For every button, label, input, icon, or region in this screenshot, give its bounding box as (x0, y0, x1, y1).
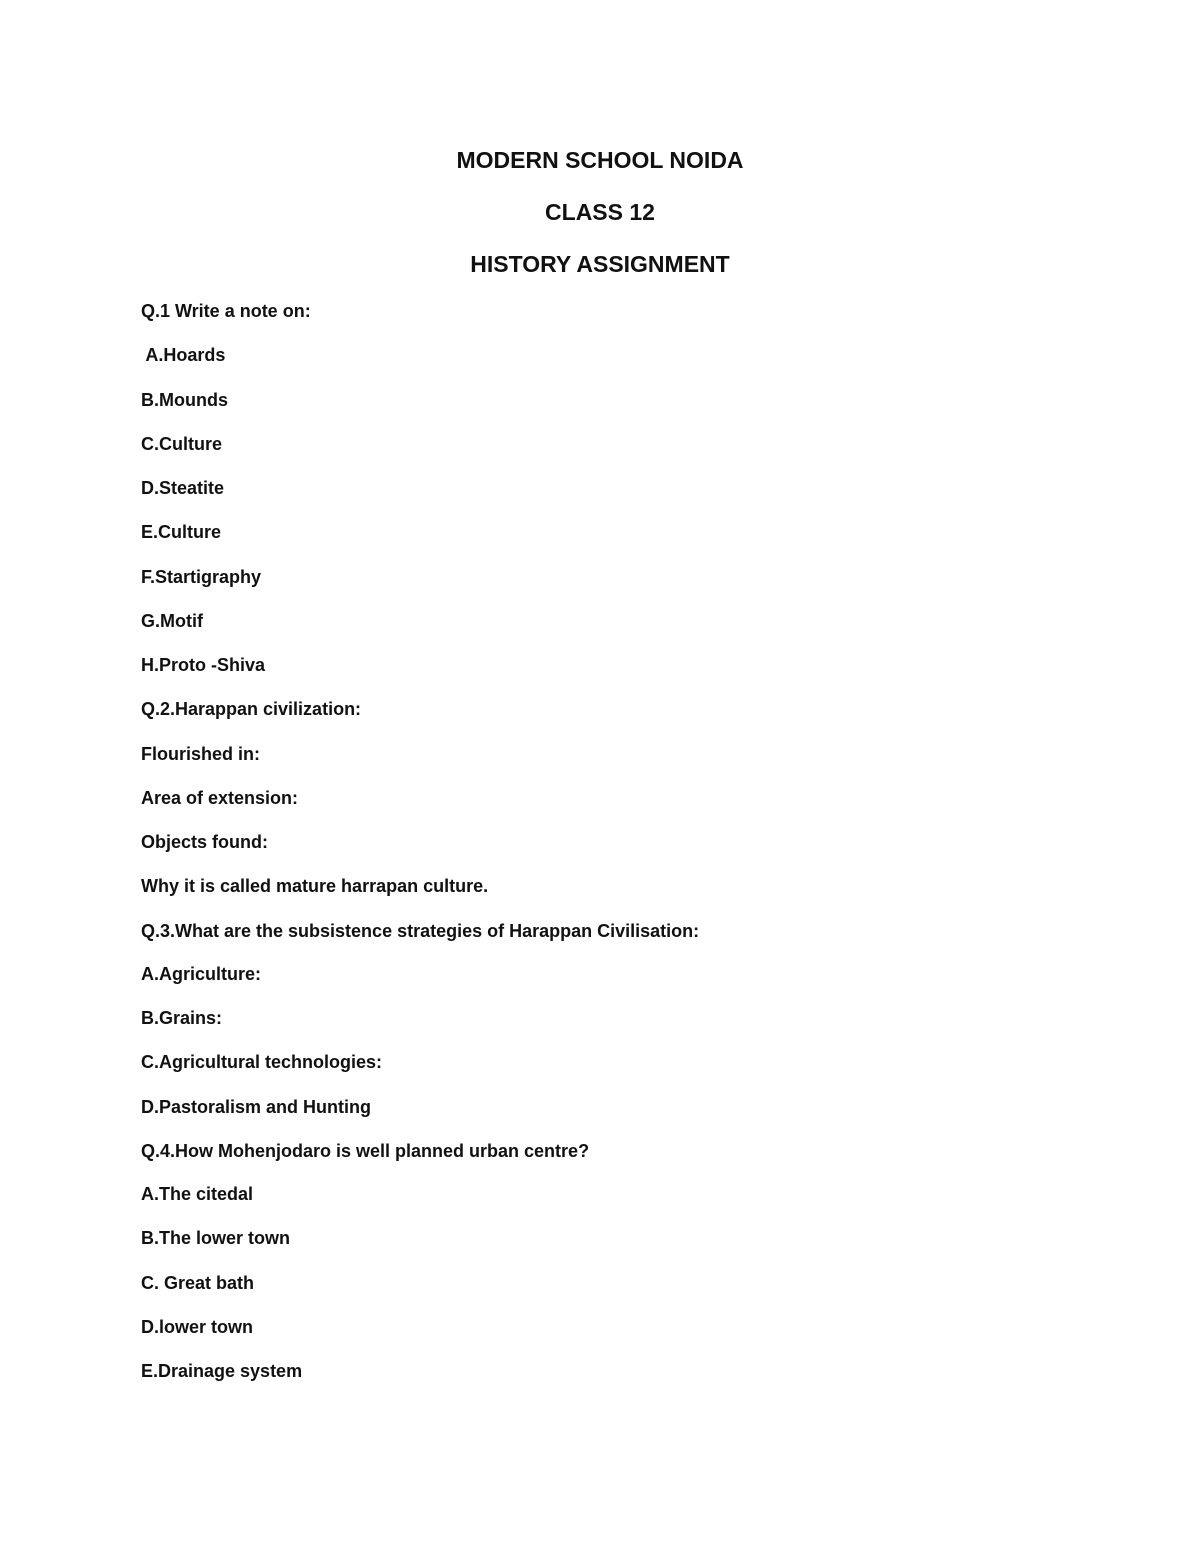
class-heading: CLASS 12 (545, 199, 655, 225)
question-2: Q.2.Harappan civilization: (141, 699, 362, 719)
q4-item-a: A.The citedal (141, 1184, 254, 1204)
q2-item-flourished: Flourished in: (141, 744, 260, 764)
q1-item-h: H.Proto -Shiva (141, 655, 266, 675)
q2-item-why: Why it is called mature harrapan culture. (141, 876, 489, 896)
question-3: Q.3.What are the subsistence strategies of Harappan Civilisation: (141, 921, 700, 941)
q1-item-b: B.Mounds (141, 390, 228, 410)
q1-item-a: A.Hoards (141, 345, 226, 365)
q4-item-e: E.Drainage system (141, 1361, 303, 1381)
q3-item-d: D.Pastoralism and Hunting (141, 1097, 372, 1117)
q4-item-d: D.lower town (141, 1317, 253, 1337)
q2-item-area: Area of extension: (141, 788, 299, 808)
question-4: Q.4.How Mohenjodaro is well planned urban centre? (141, 1141, 590, 1161)
q1-item-e: E.Culture (141, 522, 222, 542)
q4-item-c: C. Great bath (141, 1273, 255, 1293)
assignment-title-heading: HISTORY ASSIGNMENT (470, 251, 730, 277)
question-1: Q.1 Write a note on: (141, 301, 311, 321)
q1-item-d: D.Steatite (141, 478, 225, 498)
q3-item-b: B.Grains: (141, 1008, 223, 1028)
school-name-heading: MODERN SCHOOL NOIDA (456, 147, 744, 173)
q1-item-g: G.Motif (141, 611, 203, 631)
q1-item-c: C.Culture (141, 434, 222, 454)
q3-item-c: C.Agricultural technologies: (141, 1052, 383, 1072)
q2-item-objects: Objects found: (141, 832, 268, 852)
q3-item-a: A.Agriculture: (141, 964, 262, 984)
q1-item-f: F.Startigraphy (141, 567, 262, 587)
q4-item-b: B.The lower town (141, 1228, 291, 1248)
